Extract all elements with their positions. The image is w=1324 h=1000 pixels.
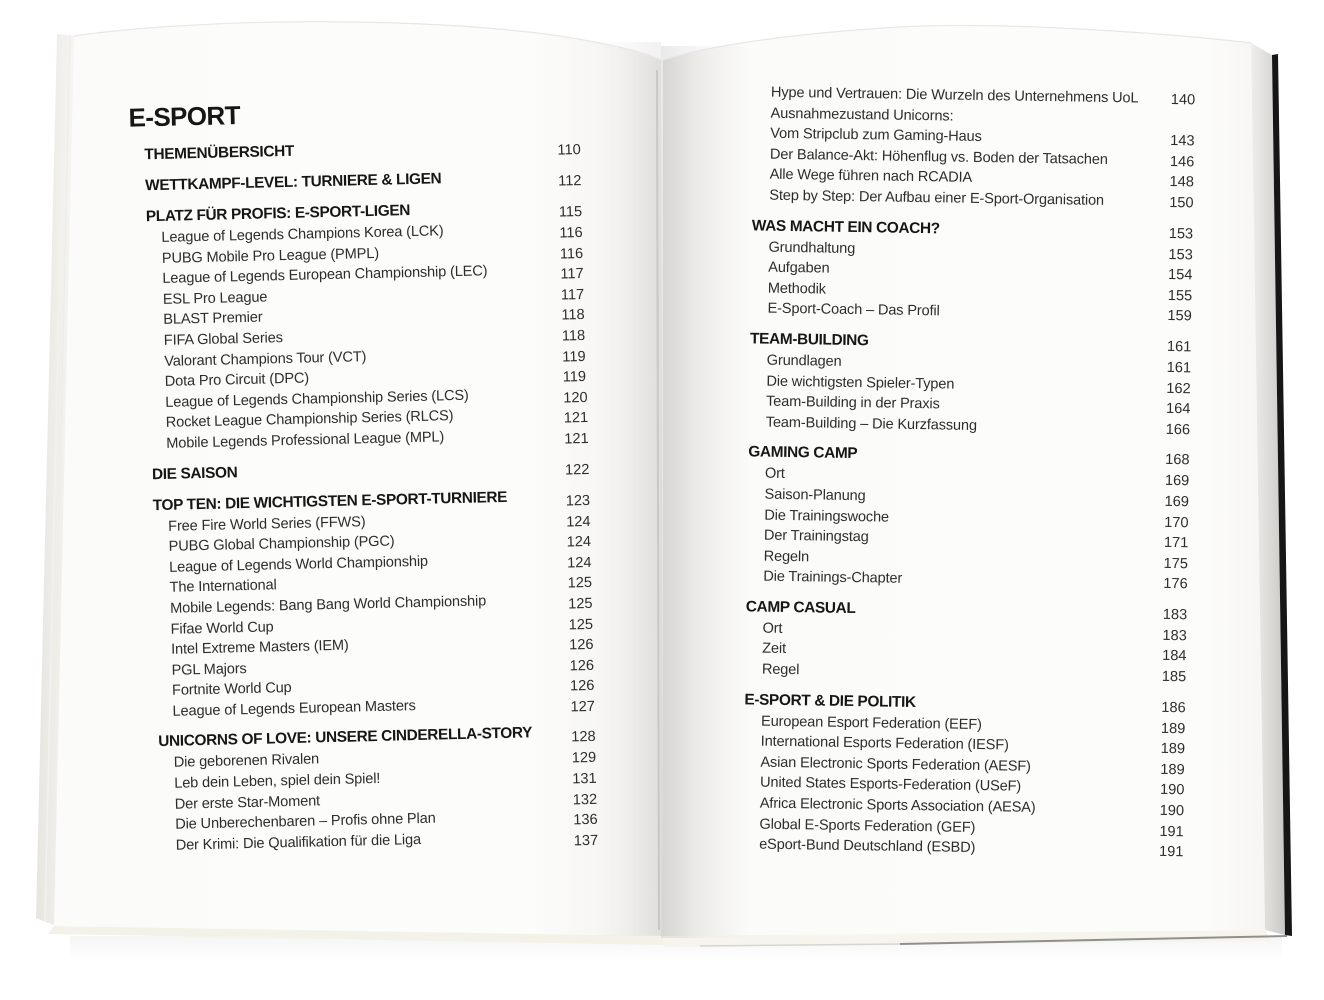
- right-page-entries: [742, 82, 1216, 862]
- toc-entry-label: CAMP CASUAL: [745, 598, 856, 617]
- toc-entry-page-number: 118: [561, 327, 586, 345]
- toc-entry-page-number: 125: [567, 595, 593, 613]
- toc-entry-page-number: 125: [568, 616, 594, 633]
- left-page-entries: [129, 134, 618, 857]
- toc-entry-label: Intel Extreme Masters (IEM): [170, 637, 349, 658]
- toc-entry-page-number: 169: [1164, 493, 1190, 511]
- chapter-title: E-SPORT: [128, 100, 241, 133]
- toc-entry-label: Ausnahmezustand Unicorns:: [770, 105, 954, 125]
- toc-entry-label: The International: [169, 577, 277, 597]
- toc-entry-page-number: 189: [1160, 720, 1186, 737]
- toc-entry-page-number: 191: [1158, 844, 1184, 861]
- toc-entry-page-number: 162: [1166, 380, 1191, 397]
- toc-entry-page-number: 189: [1160, 761, 1185, 779]
- toc-entry-label: United States Esports-Federation (USeF): [759, 775, 1022, 796]
- toc-entry-page-number: 140: [1170, 91, 1196, 109]
- toc-entry-label: Grundhaltung: [768, 239, 856, 257]
- gutter-shadow-right: [661, 46, 751, 938]
- toc-entry-label: Vom Stripclub zum Gaming-Haus: [770, 125, 982, 146]
- toc-entry-page-number: 153: [1168, 225, 1194, 242]
- toc-entry-label: Der Trainingstag: [763, 527, 869, 546]
- toc-entry-page-number: 125: [567, 575, 593, 592]
- toc-entry-page-number: 129: [571, 750, 597, 767]
- toc-entry-page-number: 119: [562, 348, 586, 366]
- toc-entry-page-number: 169: [1164, 473, 1190, 490]
- toc-entry-page-number: 124: [566, 534, 592, 551]
- toc-entry-page-number: 116: [559, 245, 584, 263]
- toc-entry-label: TOP TEN: DIE WICHTIGSTEN E-SPORT-TURNIERE: [152, 488, 508, 514]
- toc-entry-label: League of Legends European Masters: [172, 697, 416, 720]
- toc-entry-label: WETTKAMPF-LEVEL: TURNIERE & LIGEN: [144, 170, 442, 195]
- toc-entry-page-number: 146: [1169, 153, 1195, 171]
- toc-entry-page-number: 126: [569, 657, 595, 675]
- toc-entry-page-number: 124: [566, 554, 592, 572]
- toc-entry-page-number: 190: [1159, 802, 1185, 820]
- toc-entry-label: Zeit: [762, 641, 787, 658]
- toc-entry-label: Fortnite World Cup: [171, 680, 292, 700]
- toc-entry-page-number: 190: [1159, 782, 1185, 799]
- toc-entry-page-number: 136: [573, 812, 598, 829]
- toc-entry-label: Leb dein Leben, spiel dein Spiel!: [174, 770, 381, 792]
- toc-entry-label: Die geborenen Rivalen: [173, 751, 320, 772]
- toc-entry-label: Die Trainings-Chapter: [763, 568, 903, 588]
- toc-entry-page-number: 124: [566, 513, 591, 530]
- toc-entry-label: Regel: [761, 661, 800, 679]
- toc-entry-page-number: 153: [1168, 246, 1193, 263]
- toc-entry-page-number: 117: [560, 286, 585, 304]
- toc-entry-label: BLAST Premier: [163, 309, 263, 329]
- toc-entry-label: Saison-Planung: [764, 486, 866, 505]
- toc-entry-label: International Esports Federation (IESF): [760, 733, 1009, 754]
- toc-entry-label: GAMING CAMP: [748, 443, 858, 463]
- toc-entry-label: Aufgaben: [768, 259, 830, 277]
- toc-entry-page-number: 148: [1169, 174, 1195, 191]
- toc-entry-label: PUBG Global Championship (PGC): [168, 533, 395, 555]
- toc-entry-label: Hype und Vertrauen: Die Wurzeln des Unternehmens UoL: [770, 84, 1139, 107]
- toc-entry-page-number: 120: [563, 389, 588, 407]
- toc-entry-label: League of Legends Champions Korea (LCK): [161, 223, 444, 246]
- toc-entry-label: Die wichtigsten Spieler-Typen: [766, 373, 955, 393]
- toc-entry: [137, 453, 609, 486]
- toc-entry-label: DIE SAISON: [151, 463, 238, 483]
- toc-entry-label: Ort: [762, 620, 783, 637]
- toc-entry-label: Der Krimi: Die Qualifikation für die Liga: [175, 831, 422, 854]
- toc-entry-label: Die Trainingswoche: [764, 507, 890, 526]
- toc-entry-label: Methodik: [767, 280, 827, 298]
- toc-entry-page-number: 159: [1167, 308, 1192, 325]
- toc-entry-page-number: 176: [1163, 576, 1188, 593]
- toc-entry-page-number: 115: [558, 204, 583, 221]
- toc-entry-page-number: 161: [1166, 338, 1192, 356]
- toc-entry-label: PLATZ FÜR PROFIS: E-SPORT-LIGEN: [145, 202, 411, 226]
- toc-entry-page-number: 170: [1164, 514, 1189, 531]
- toc-entry-page-number: 121: [564, 430, 589, 448]
- toc-entry-label: THEMENÜBERSICHT: [144, 142, 295, 164]
- toc-entry-label: Step by Step: Der Aufbau einer E-Sport-Organisation: [769, 187, 1105, 209]
- toc-entry-page-number: 186: [1161, 699, 1186, 716]
- toc-entry: [129, 134, 601, 167]
- toc-entry-page-number: 132: [572, 791, 598, 809]
- toc-entry-page-number: 123: [565, 492, 591, 509]
- toc-entry-page-number: 175: [1163, 555, 1189, 572]
- toc-entry-label: Mobile Legends: Bang Bang World Championship: [169, 593, 487, 617]
- toc-entry-label: Ort: [764, 465, 785, 483]
- toc-entry-page-number: 110: [557, 142, 581, 159]
- toc-entry: [130, 165, 602, 198]
- toc-entry-label: Team-Building – Die Kurzfassung: [765, 414, 977, 434]
- toc-entry-page-number: 127: [570, 698, 596, 716]
- toc-entry-page-number: 137: [573, 832, 599, 850]
- toc-entry-page-number: 168: [1165, 452, 1190, 469]
- toc-entry-page-number: 128: [571, 729, 596, 746]
- toc-entry-page-number: 119: [562, 369, 587, 386]
- toc-entry-label: Asian Electronic Sports Federation (AESF): [760, 754, 1031, 775]
- toc-entry-label: E-SPORT & DIE POLITIK: [744, 691, 916, 711]
- toc-entry-label: Africa Electronic Sports Association (AESA): [759, 795, 1036, 816]
- left-page-toc: [128, 89, 618, 857]
- toc-entry-page-number: 166: [1165, 421, 1191, 439]
- toc-entry-label: Team-Building in der Praxis: [765, 393, 940, 413]
- toc-entry-label: League of Legends European Championship (LEC): [162, 263, 488, 288]
- toc-entry-label: TEAM-BUILDING: [749, 330, 869, 350]
- toc-entry-label: Alle Wege führen nach RCADIA: [769, 167, 973, 187]
- toc-entry-page-number: 126: [569, 678, 595, 695]
- toc-entry-page-number: 171: [1163, 535, 1189, 552]
- toc-entry-page-number: 143: [1170, 133, 1195, 150]
- toc-entry-page-number: 122: [564, 461, 590, 479]
- toc-entry-page-number: 191: [1159, 823, 1184, 840]
- toc-entry-page-number: 121: [563, 410, 589, 427]
- toc-entry-label: UNICORNS OF LOVE: UNSERE CINDERELLA-STORY: [158, 724, 533, 751]
- toc-entry-label: League of Legends Championship Series (LCS): [165, 387, 469, 411]
- toc-entry-label: Fifae World Cup: [170, 618, 274, 638]
- toc-entry-label: Der erste Star-Moment: [174, 792, 321, 813]
- toc-entry-label: Der Balance-Akt: Höhenflug vs. Boden der Tatsachen: [769, 146, 1108, 168]
- toc-entry-page-number: 131: [572, 770, 597, 788]
- toc-entry-label: Die Unberechenbaren – Profis ohne Plan: [175, 810, 436, 834]
- toc-entry-label: Dota Pro Circuit (DPC): [164, 370, 310, 391]
- toc-entry-page-number: 161: [1166, 359, 1192, 377]
- toc-entry-page-number: 150: [1169, 194, 1194, 212]
- toc-entry-label: Regeln: [763, 548, 810, 566]
- toc-entry-page-number: 116: [559, 224, 583, 242]
- toc-entry-label: ESL Pro League: [162, 289, 268, 308]
- toc-entry-label: Rocket League Championship Series (RLCS): [165, 408, 454, 432]
- toc-entry-page-number: 189: [1160, 741, 1186, 758]
- toc-entry-page-number: 126: [568, 636, 594, 654]
- toc-entry-label: Mobile Legends Professional League (MPL): [166, 429, 445, 452]
- toc-entry-label: E-Sport-Coach – Das Profil: [767, 301, 940, 320]
- toc-entry-label: PUBG Mobile Pro League (PMPL): [161, 245, 380, 267]
- toc-entry-label: PGL Majors: [171, 660, 247, 679]
- toc-entry-page-number: 183: [1162, 606, 1188, 624]
- toc-entry-label: Grundlagen: [766, 352, 842, 370]
- toc-entry-label: eSport-Bund Deutschland (ESBD): [758, 836, 976, 857]
- toc-entry-page-number: 183: [1162, 627, 1187, 645]
- toc-entry-page-number: 185: [1161, 668, 1187, 686]
- toc-entry-page-number: 112: [558, 173, 582, 190]
- toc-entry-label: FIFA Global Series: [163, 330, 283, 349]
- toc-entry-label: WAS MACHT EIN COACH?: [751, 216, 940, 237]
- toc-entry-label: Free Fire World Series (FFWS): [168, 513, 366, 535]
- toc-entry-label: Global E-Sports Federation (GEF): [759, 816, 976, 836]
- toc-entry-label: European Esport Federation (EEF): [760, 713, 982, 733]
- toc-entry-page-number: 164: [1165, 401, 1191, 418]
- toc-entry-label: League of Legends World Championship: [168, 553, 429, 576]
- toc-entry-page-number: 118: [561, 307, 585, 324]
- toc-entry-page-number: 155: [1167, 287, 1193, 305]
- toc-entry-page-number: 184: [1162, 648, 1187, 665]
- right-page-toc: [742, 82, 1216, 862]
- toc-entry-label: Valorant Champions Tour (VCT): [164, 348, 367, 370]
- toc-entry-page-number: 117: [560, 266, 584, 283]
- toc-entry-page-number: 154: [1167, 267, 1193, 284]
